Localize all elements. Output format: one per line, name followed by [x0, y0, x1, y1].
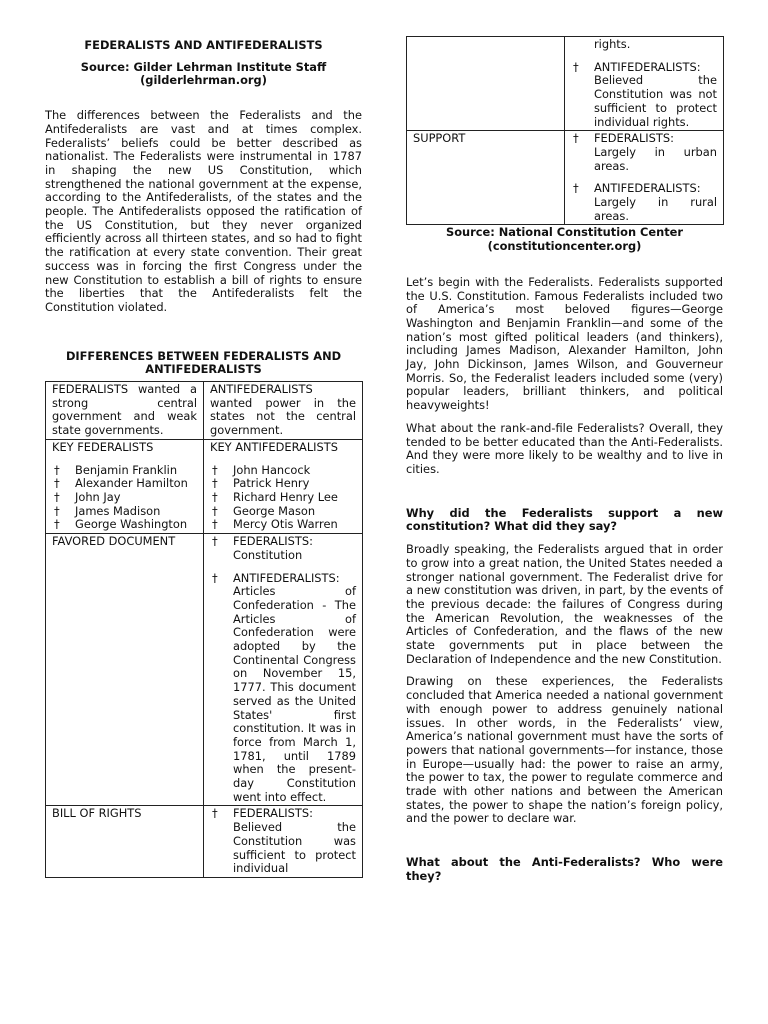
paragraph-federalists-intro: Let’s begin with the Federalists. Federalists supported the U.S. Constitution. Famous Federalists included two of America’s most beloved figures—George Washington and Benjamin Franklin—and some of the nation’s most gifted political leaders (and thinkers), including James Madison, Alexander Hamilton, John Jay, John Dickinson, James Wilson, and Gouverneur Morris. So, the Federalist leaders included some (very) popular leaders, brilliant thinkers, and political heavyweights! [406, 274, 723, 413]
list-item: † John Hancock [210, 464, 356, 478]
list-item: † Richard Henry Lee [210, 491, 356, 505]
table-row [46, 806, 363, 878]
table-cell [204, 382, 363, 440]
list-item: † FEDERALISTS: Largely in urban areas. [571, 132, 717, 173]
list-item: † John Jay [52, 491, 197, 505]
paragraph-rank-and-file: What about the rank-and-file Federalists? Overall, they tended to be better educated than the Anti-Federalists. And they were more likely to be wealthy and to live in cities. [406, 420, 723, 476]
table-row [407, 131, 724, 225]
list-item: † ANTIFEDERALISTS: Largely in rural areas. [571, 182, 717, 223]
table-heading: DIFFERENCES BETWEEN FEDERALISTS AND ANTIFEDERALISTS [65, 348, 342, 377]
federalists-wanted: FEDERALISTS wanted a strong central government and weak state governments. [52, 382, 197, 438]
list-item: † Alexander Hamilton [52, 477, 197, 491]
table-row [46, 439, 363, 533]
support-list [571, 132, 717, 223]
bill-of-rights-continued: rights. [594, 37, 631, 51]
bill-of-rights-label: BILL OF RIGHTS [52, 806, 142, 821]
table-cell [204, 439, 363, 533]
table-cell [46, 382, 204, 440]
document-title: FEDERALISTS AND ANTIFEDERALISTS [84, 38, 323, 52]
source-gilder-line2: (gilderlehrman.org) [140, 73, 267, 88]
question-anti-federalists: What about the Anti-Federalists? Who were they? [406, 855, 723, 883]
table-cell [407, 131, 565, 225]
table-row [46, 534, 363, 806]
list-item: † Benjamin Franklin [52, 464, 197, 478]
list-item: † FEDERALISTS: Believed the Constitution was sufficient to protect individual [210, 807, 356, 876]
bill-of-rights-list-continued [571, 61, 717, 130]
table-cell [407, 37, 565, 131]
paragraph-drawing-on-experiences: Drawing on these experiences, the Federalists concluded that America needed a national government with enough power to address genuinely national issues. In other words, in the Federalists’ view, America’s national government must have the sorts of powers that national governments—for instance, those in Europe—usually had: the power to raise an army, the power to tax, the power to regulate commerce and trade with other nations and between the American states, the power to shape the nation’s foreign policy, and the power to declare war. [406, 674, 723, 826]
bill-of-rights-list [210, 807, 356, 876]
paragraph-broadly-speaking: Broadly speaking, the Federalists argued that in order to grow into a great nation, the United States needed a stronger national government. The Federalist drive for a new constitution was driven, in part, by the events of the previous decade: the failures of Congress during the American Revolution, the weaknesses of the Articles of Confederation, and the flaws of the new state governments put in place between the Declaration of Independence and the new Constitution. [406, 542, 723, 666]
list-item: † ANTIFEDERALISTS: Believed the Constitution was not sufficient to protect individual rights. [571, 61, 717, 130]
table-cell [204, 806, 363, 878]
intro-paragraph: The differences between the Federalists and the Antifederalists are vast and at times complex. Federalists’ beliefs could be better described as nationalist. The Federalists were instrumental in 1787 in shaping the new US Constitution, which strengthened the national government at the expense, according to the Antifederalists, of the states and the people. The Antifederalists opposed the ratification of the US Constitution, but they never organized efficiently across all thirteen states, and so had to fight the ratification at every state convention. Their great success was in forcing the first Congress under the new Constitution to establish a bill of rights to ensure the liberties that the Antifederalists felt the Constitution violated. [45, 108, 362, 314]
key-antifederalists-list [210, 464, 356, 533]
source-ncc-line1: Source: National Constitution Center [445, 225, 684, 240]
favored-document-list [210, 535, 356, 804]
right-column [406, 0, 723, 884]
list-item: † George Washington [52, 518, 197, 532]
antifederalists-wanted: ANTIFEDERALISTS wanted power in the states not the central government. [210, 382, 356, 438]
list-item: † George Mason [210, 505, 356, 519]
list-item: † Patrick Henry [210, 477, 356, 491]
list-item: † ANTIFEDERALISTS: Articles of Confederation - The Articles of Confederation were adopted by the Continental Congress on November 15, 1777. This document served as the United States' first constitution. It was in force from March 1, 1781, until 1789 when the present-day Constitution went into effect. [210, 572, 356, 805]
list-item: † FEDERALISTS: Constitution [210, 535, 356, 562]
differences-table [45, 381, 363, 878]
table-cell [565, 131, 724, 225]
table-cell [46, 534, 204, 806]
left-column [45, 0, 362, 878]
table-row [46, 382, 363, 440]
favored-document-label: FAVORED DOCUMENT [52, 534, 176, 549]
table-cell [565, 37, 724, 131]
support-label: SUPPORT [413, 131, 466, 146]
table-row [407, 37, 724, 131]
question-why-federalists: Why did the Federalists support a new constitution? What did they say? [406, 505, 723, 534]
key-federalists-label: KEY FEDERALISTS [52, 439, 154, 454]
list-item: † James Madison [52, 505, 197, 519]
source-gilder-line1: Source: Gilder Lehrman Institute Staff [80, 59, 327, 74]
table-cell [204, 534, 363, 806]
table-cell [46, 439, 204, 533]
key-federalists-list [52, 464, 197, 533]
differences-table-continued [406, 36, 724, 225]
table-cell [46, 806, 204, 878]
source-ncc-line2: (constitutioncenter.org) [487, 239, 642, 254]
list-item: † Mercy Otis Warren [210, 518, 356, 532]
key-antifederalists-label: KEY ANTIFEDERALISTS [210, 439, 338, 454]
